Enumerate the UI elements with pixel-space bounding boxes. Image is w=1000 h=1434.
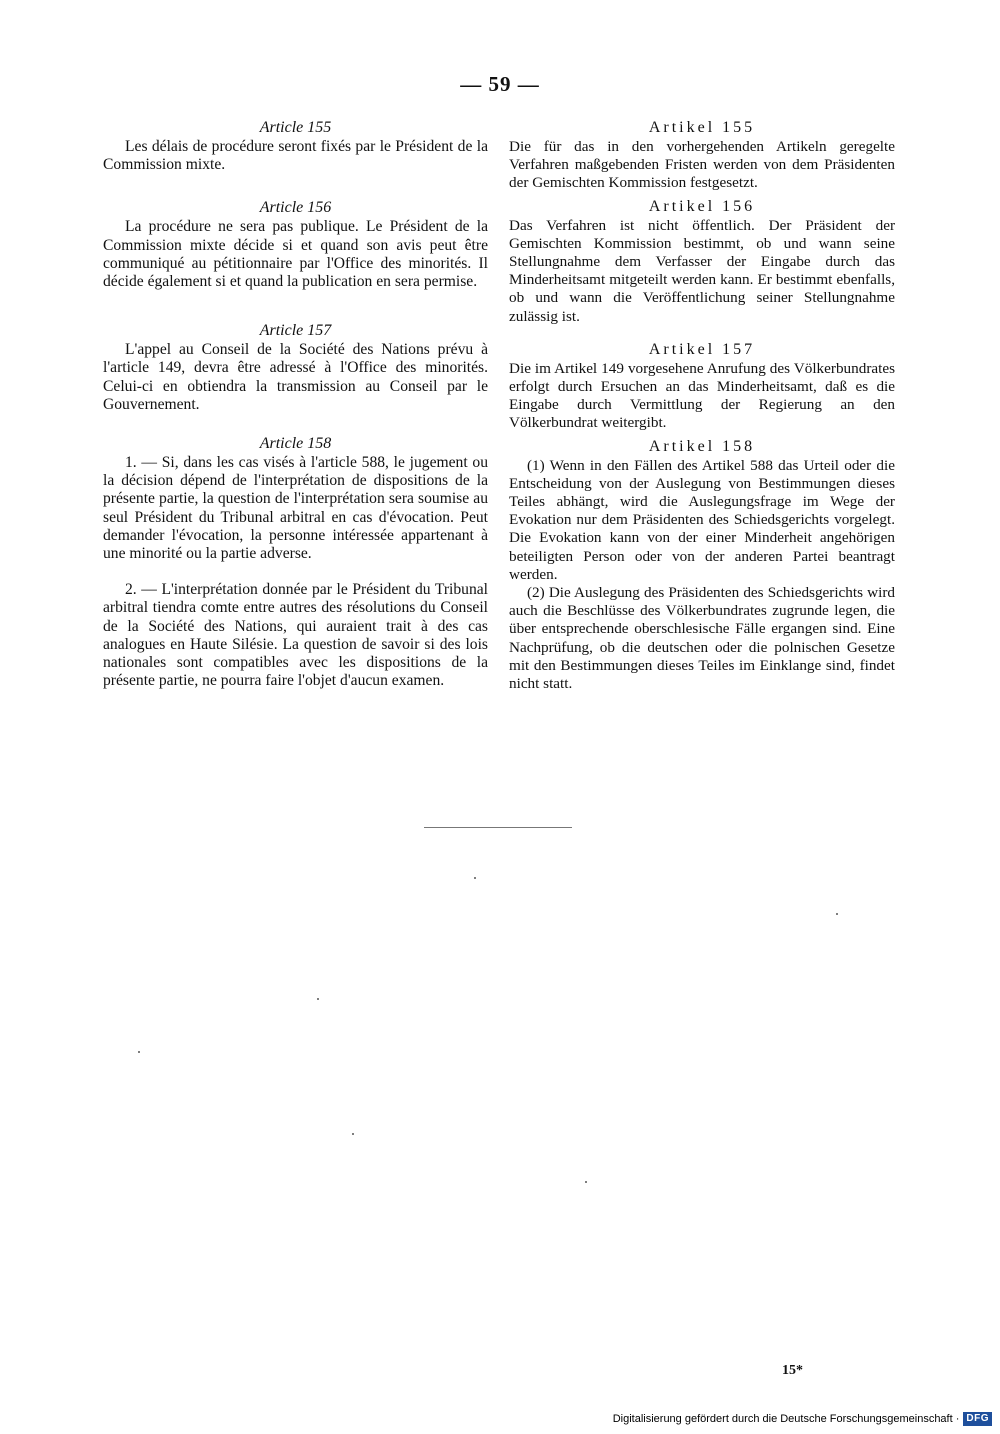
footer-text: Digitalisierung gefördert durch die Deutsche Forschungsgemeinschaft · (612, 1413, 960, 1425)
article-paragraph: 1. — Si, dans les cas visés à l'article 588, le jugement ou la décision dépend de l'interprétation de dispositions de la présente partie, la question de l'interprétation sera soumise au seul Président du Tribunal arbitral en cas d'évocation. Peut demander l'évocation, la personne intéressée appartenant à une minorité ou la partie adverse. (103, 454, 488, 563)
speck (474, 877, 476, 879)
article-paragraph: (2) Die Auslegung des Präsidenten des Schiedsgerichts wird auch die Beschlüsse des Völkerbundrates zugrunde legen, die über entsprechende oberschlesische Fälle ergangen sind. Eine Nachprüfung, ob die deutschen oder die polnischen Gesetze mit den Bestimmungen dieses Teiles im Einklange sind, findet nicht statt. (509, 584, 895, 693)
article-heading: Artikel 157 (648, 340, 756, 358)
article-fr-158 (103, 434, 488, 690)
article-heading: Article 156 (259, 199, 332, 217)
article-de-158 (509, 437, 895, 694)
article-de-155 (509, 118, 895, 193)
article-heading: Artikel 158 (648, 437, 756, 455)
article-de-157 (509, 340, 895, 433)
article-heading: Article 155 (259, 119, 332, 136)
dfg-logo: DFG (963, 1412, 992, 1426)
article-paragraph: Das Verfahren ist nicht öffentlich. Der Präsident der Gemischten Kommission bestimmt, ob und wann seine Stellungnahme dem Verfasser der Eingabe durch das Minderheitsamt mitgeteilt werden kann. Er bestimmt ebenfalls, ob und wann die Veröffentlichung seiner Stellungnahme zulässig ist. (509, 216, 895, 325)
article-paragraph: Les délais de procédure seront fixés par le Président de la Commission mixte. (103, 138, 488, 174)
article-heading: Artikel 156 (648, 197, 756, 215)
digitization-footer (613, 1410, 992, 1428)
speck (317, 998, 319, 1000)
speck (138, 1051, 140, 1053)
article-de-156 (509, 197, 895, 326)
german-column (509, 118, 895, 693)
french-column (103, 118, 488, 690)
speck (836, 913, 838, 915)
sheet-signature: 15* (782, 1363, 803, 1378)
article-paragraph: 2. — L'interprétation donnée par le Président du Tribunal arbitral tiendra comte entre autres des résolutions du Conseil de la Société des Nations, qui auraient trait à des cas analogues en Haute Silésie. La question de savoir si des lois nationales sont compatibles avec les dispositions de la présente partie, ne pourra faire l'objet d'aucun examen. (103, 581, 488, 690)
article-fr-155 (103, 118, 488, 174)
article-paragraph: Die für das in den vorhergehenden Artikeln geregelte Verfahren maßgebenden Fristen werden von dem Präsidenten der Gemischten Kommission festgesetzt. (509, 138, 895, 192)
article-paragraph: Die im Artikel 149 vorgesehene Anrufung des Völkerbundrates erfolgt durch Ersuchen an das Minderheitsamt, daß es die Eingabe durch Vermittlung der Regierung an den Völkerbundrat weitergibt. (509, 359, 895, 432)
article-heading: Artikel 155 (648, 119, 756, 136)
article-heading: Article 158 (259, 435, 332, 453)
article-paragraph: L'appel au Conseil de la Société des Nations prévu à l'article 149, devra être adressé à l'Office des minorités. Celui-ci en obtiendra la transmission au Conseil par le Gouvernement. (103, 341, 488, 413)
page-number: — 59 — (460, 72, 540, 96)
article-paragraph: La procédure ne sera pas publique. Le Président de la Commission mixte décide si et quand son avis peut être communiqué au pétitionnaire par l'Office des minorités. Il décide également si et quand la publication en sera permise. (103, 218, 488, 291)
section-divider (424, 827, 572, 828)
article-fr-156 (103, 198, 488, 291)
speck (585, 1181, 587, 1183)
article-heading: Article 157 (259, 322, 332, 340)
article-paragraph: (1) Wenn in den Fällen des Artikel 588 das Urteil oder die Entscheidung von der Auslegung von Bestimmungen dieses Teiles abhängt, wird die Auslegungsfrage im Wege der Evokation nur dem Präsidenten des Schiedsgerichts vorgelegt. Die Evokation kann von der einer Minderheit angehörigen beteiligten Person oder von der anderen Partei beantragt werden. (509, 456, 895, 583)
speck (352, 1133, 354, 1135)
article-fr-157 (103, 321, 488, 414)
